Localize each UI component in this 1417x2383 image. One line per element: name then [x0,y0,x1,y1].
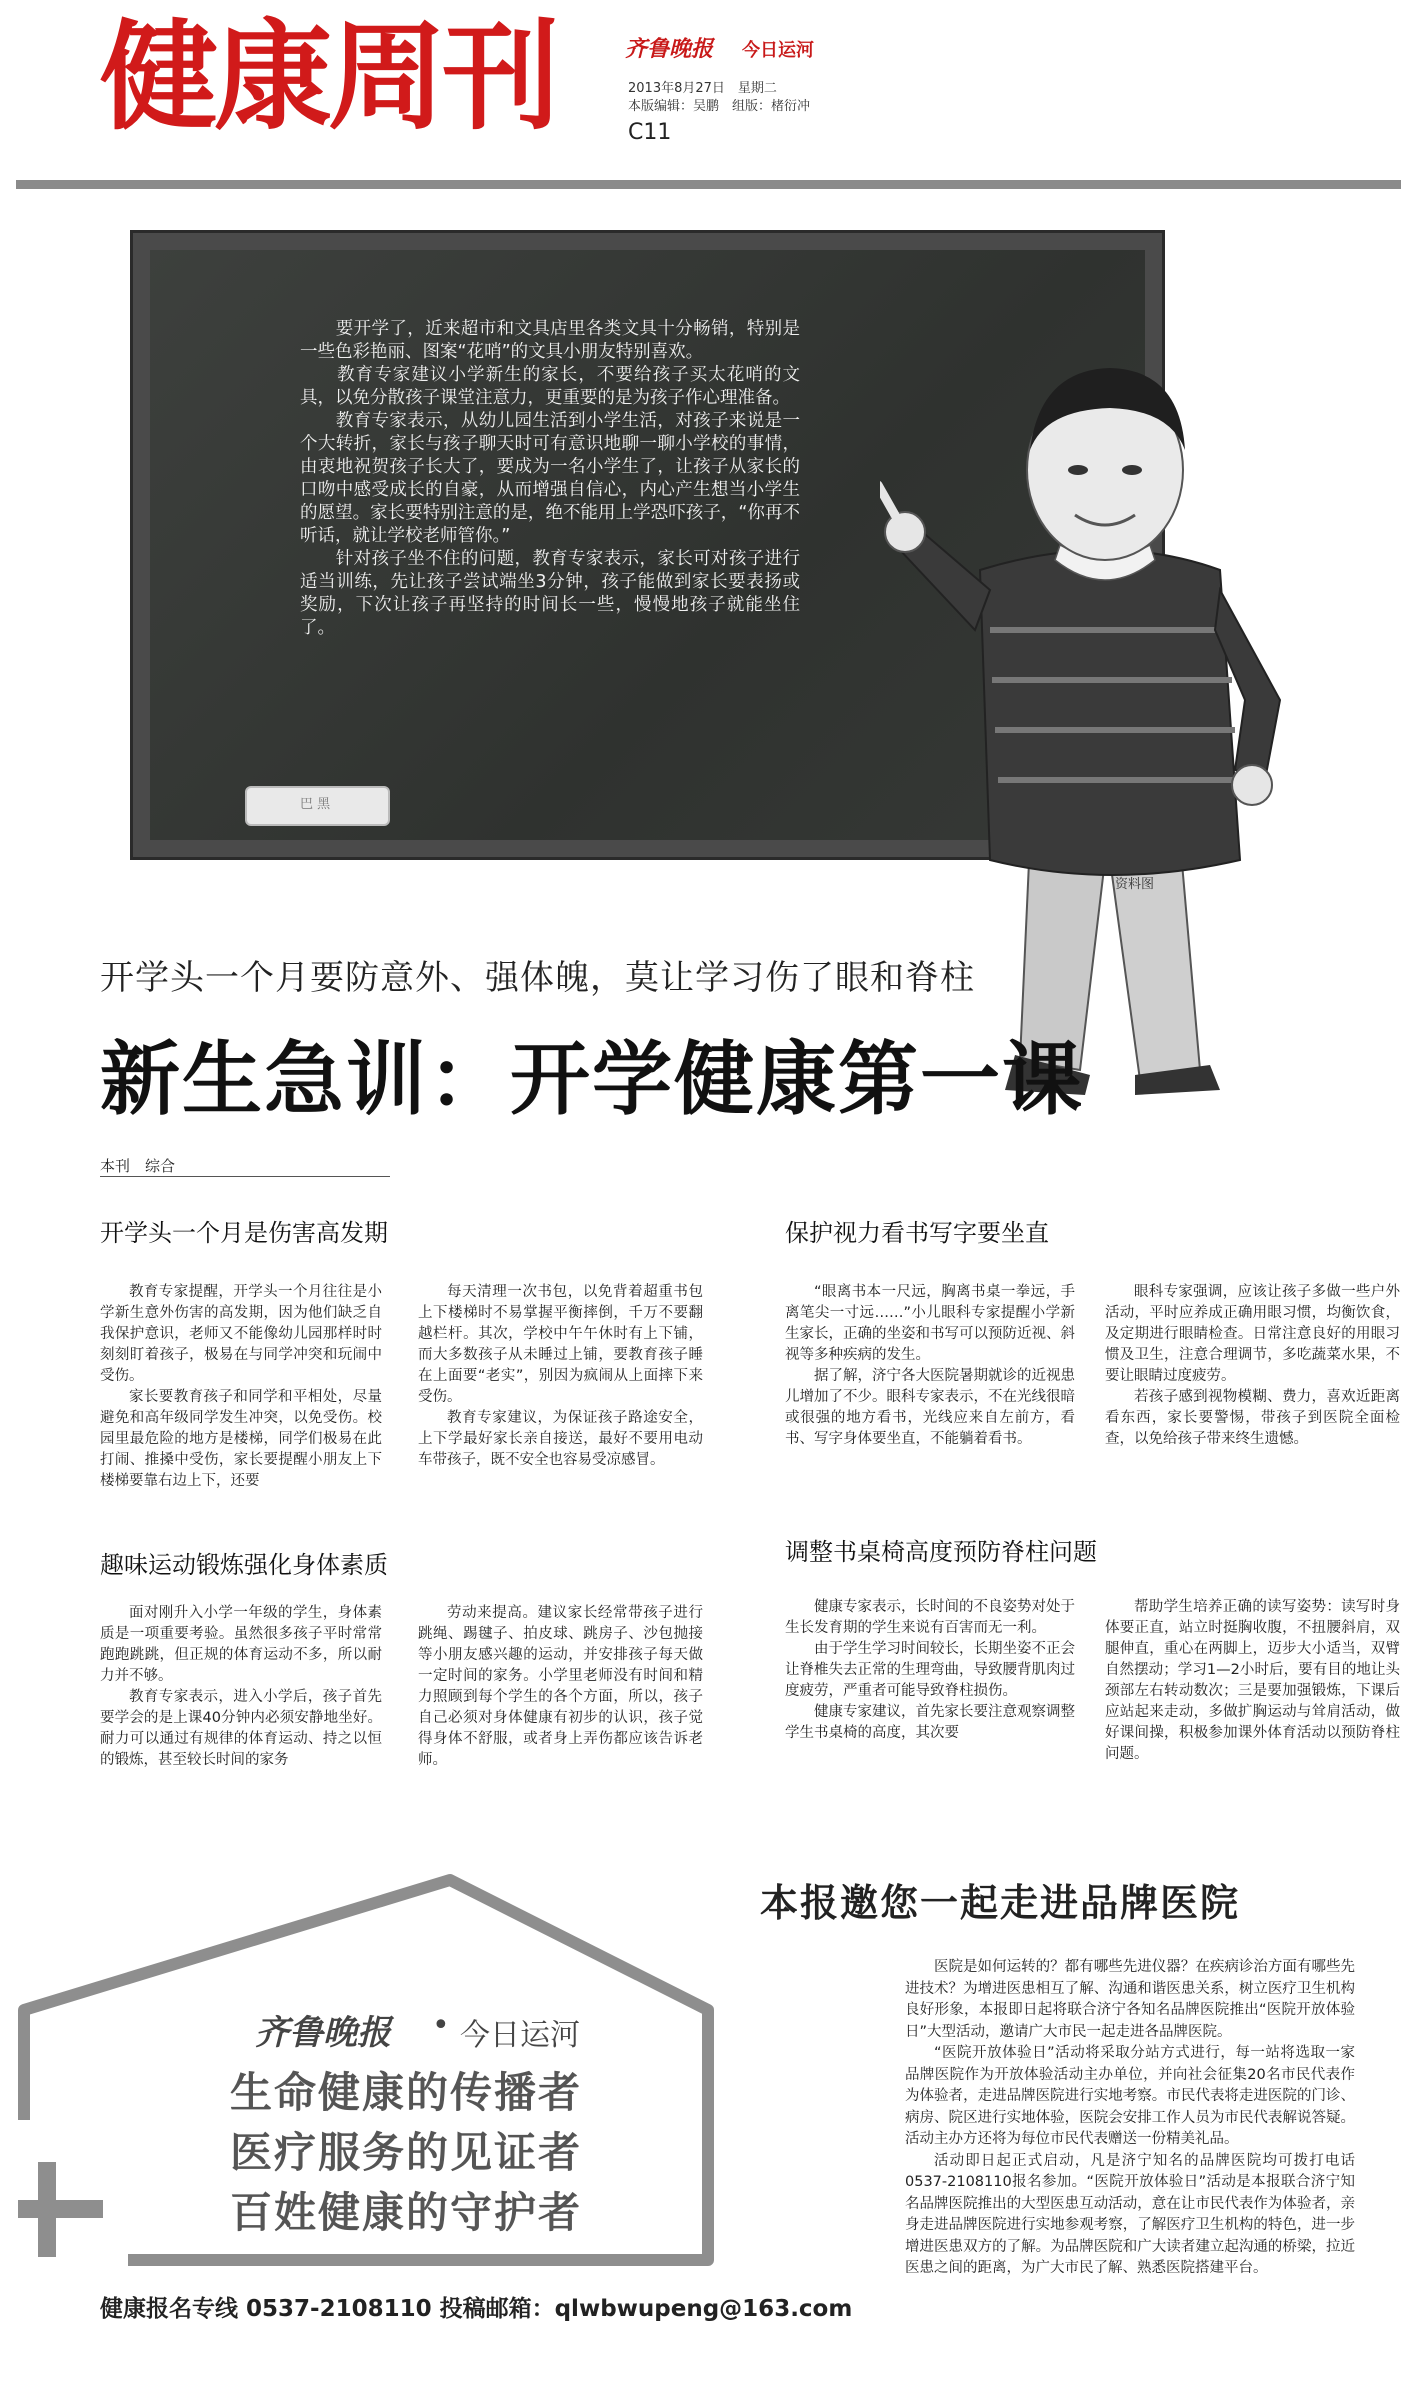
paragraph: 活动即日起正式启动，凡是济宁知名的品牌医院均可拨打电话0537-2108110报名参加。“医院开放体验日”活动是本报联合济宁知名品牌医院推出的大型医患互动活动，意在让市民代表作为体验者，亲身走进品牌医院进行实地参观考察，了解医疗卫生机构的特色，进一步增进医患双方的了解。为品牌医院和广大读者建立起沟通的桥梁，拉近医患之间的距离，为广大市民了解、熟悉医院搭建平台。 [905,2152,1355,2276]
paragraph: 劳动来提高。建议家长经常带孩子进行跳绳、踢毽子、拍皮球、跳房子、沙包抛接等小朋友感兴趣的运动，并安排孩子每天做一定时间的家务。小学里老师没有时间和精力照顾到每个学生的各个方面，所以，孩子自己必须对身体健康有初步的认识，孩子觉得身体不舒服，或者身上弄伤都应该告诉老师。 [418,1605,703,1768]
house-ad-paper-name: 齐鲁晚报 [255,2013,391,2053]
section-title: 健康周刊 [100,7,557,146]
invite-heading: 本报邀您一起走进品牌医院 [760,1881,1241,1925]
section-injury-col2 [418,1282,703,1471]
paragraph: 由于学生学习时间较长，长期坐姿不正会让脊椎失去正常的生理弯曲，导致腰背肌肉过度疲劳，严重者可能导致脊柱损伤。 [785,1641,1075,1699]
photo-credit: 资料图 [1115,877,1155,892]
section-vision-col1 [785,1282,1075,1450]
section-heading-spine: 调整书桌椅高度预防脊柱问题 [785,1538,1097,1566]
section-heading-vision: 保护视力看书写字要坐直 [785,1219,1049,1247]
section-exercise-col2 [418,1603,703,1771]
date-line: 2013年8月27日 星期二 [628,81,777,96]
paragraph: 帮助学生培养正确的读写姿势：读写时身体要正直，站立时挺胸收腹，不扭腰斜肩，双腿伸直，重心在两脚上，迈步大小适当，双臂自然摆动；学习1—2小时后，要有目的地让头颈部左右转动数次；三是要加强锻炼，下课后应站起来走动，多做扩胸运动与耸肩活动，做好课间操，积极参加课外体育活动以预防脊柱问题。 [1105,1599,1400,1762]
byline-rule [100,1176,390,1177]
paragraph: 家长要教育孩子和同学和平相处，尽量避免和高年级同学发生冲突，以免受伤。校园里最危险的地方是楼梯，同学们极易在此打闹、推搡中受伤，家长要提醒小朋友上下楼梯要靠右边上下，还要 [100,1389,382,1489]
paragraph: 眼科专家强调，应该让孩子多做一些户外活动，平时应养成正确用眼习惯，均衡饮食，及定期进行眼睛检查。日常注意良好的用眼习惯及卫生，注意合理调节，多吃蔬菜水果，不要让眼睛过度疲劳。 [1105,1284,1400,1384]
paragraph: 若孩子感到视物模糊、费力，喜欢近距离看东西，家长要警惕，带孩子到医院全面检查，以免给孩子带来终生遗憾。 [1105,1389,1400,1447]
page-number: C11 [628,120,672,145]
section-heading-injury: 开学头一个月是伤害高发期 [100,1219,388,1247]
paragraph: 教育专家表示，进入小学后，孩子首先要学会的是上课40分钟内必须安静地坐好。耐力可以通过有规律的体育运动、持之以恒的锻炼，甚至较长时间的家务 [100,1689,382,1768]
house-ad-section: 今日运河 [460,2018,580,2053]
newspaper-name: 齐鲁晚报 [625,36,714,62]
eraser-label: 巴 黑 [300,797,331,812]
editor-line: 本版编辑：吴鹏 组版：楮衍冲 [628,99,811,114]
section-heading-exercise: 趣味运动锻炼强化身体素质 [100,1551,388,1579]
section-exercise-col1 [100,1603,382,1771]
slogan-3: 百姓健康的守护者 [230,2188,583,2237]
slogan-1: 生命健康的传播者 [230,2068,583,2117]
newspaper-section: 今日运河 [742,40,814,61]
section-spine-col2 [1105,1597,1400,1765]
paragraph: 教育专家建议，为保证孩子路途安全，上下学最好家长亲自接送，最好不要用电动车带孩子，既不安全也容易受凉感冒。 [418,1410,703,1468]
section-vision-col2 [1105,1282,1400,1450]
paragraph: “医院开放体验日”活动将采取分站方式进行，每一站将选取一家品牌医院作为开放体验活动主办单位，并向社会征集20名市民代表作为体验者，走进品牌医院进行实地考察。市民代表将走进医院的门诊、病房、院区进行实地体验，医院会安排工作人员为市民代表解说答疑。活动主办方还将为每位市民代表赠送一份精美礼品。 [905,2045,1355,2147]
hotline-line: 健康报名专线 0537-2108110 投稿邮箱：qlwbwupeng@163.com [100,2296,853,2322]
masthead-rule [16,180,1401,189]
paragraph: 面对刚升入小学一年级的学生，身体素质是一项重要考验。虽然很多孩子平时常常跑跑跳跳，但正规的体育运动不多，所以耐力并不够。 [100,1605,382,1684]
paragraph: 每天清理一次书包，以免背着超重书包上下楼梯时不易掌握平衡摔倒，千万不要翻越栏杆。其次，学校中午午休时有上下铺，而大多数孩子从未睡过上铺，要教育孩子睡在上面要“老实”，别因为疯闹从上面摔下来受伤。 [418,1284,703,1405]
byline: 本刊 综合 [100,1157,176,1175]
masthead-info [628,80,810,116]
slogan-2: 医疗服务的见证者 [230,2128,583,2177]
chalkboard-text: 要开学了，近来超市和文具店里各类文具十分畅销，特别是一些色彩艳丽、图案“花哨”的文具小朋友特别喜欢。 教育专家建议小学新生的家长，不要给孩子买太花哨的文具，以免分散孩子课堂注意力，更重要的是为孩子作心理准备。 教育专家表示，从幼儿园生活到小学生活，对孩子来说是一个大转折，家长与孩子聊天时可有意识地聊一聊小学校的事情，由衷地祝贺孩子长大了，要成为一名小学生了，让孩子从家长的口吻中感受成长的自豪，从而增强自信心，内心产生想当小学生的愿望。家长要特别注意的是，绝不能用上学恐吓孩子，“你再不听话，就让学校老师管你。” 针对孩子坐不住的问题，教育专家表示，家长可对孩子进行适当训练，先让孩子尝试端坐3分钟，孩子能做到家长要表扬或奖励，下次让孩子再坚持的时间长一些，慢慢地孩子就能坐住了。 [300,319,800,638]
paragraph: “眼离书本一尺远，胸离书桌一拳远，手离笔尖一寸远……”小儿眼科专家提醒小学新生家长，正确的坐姿和书写可以预防近视、斜视等多种疾病的发生。 [785,1284,1075,1363]
paragraph: 据了解，济宁各大医院暑期就诊的近视患儿增加了不少。眼科专家表示，不在光线很暗或很强的地方看书，光线应来自左前方，看书、写字身体要坐直，不能躺着看书。 [785,1368,1075,1447]
house-ad-dot: • [432,2008,450,2043]
paragraph: 健康专家建议，首先家长要注意观察调整学生书桌椅的高度，其次要 [785,1704,1075,1741]
section-spine-col1 [785,1597,1075,1744]
paragraph: 健康专家表示，长时间的不良姿势对处于生长发育期的学生来说有百害而无一利。 [785,1599,1075,1636]
invite-body [905,1957,1355,2280]
paragraph: 医院是如何运转的？都有哪些先进仪器？在疾病诊治方面有哪些先进技术？为增进医患相互了解、沟通和谐医患关系，树立医疗卫生机构良好形象，本报即日起将联合济宁各知名品牌医院推出“医院开放体验日”大型活动，邀请广大市民一起走进各品牌医院。 [905,1959,1355,2040]
subheadline: 开学头一个月要防意外、强体魄，莫让学习伤了眼和脊柱 [100,958,975,998]
section-injury-col1 [100,1282,382,1492]
main-headline: 新生急训：开学健康第一课 [100,1033,1084,1126]
paragraph: 教育专家提醒，开学头一个月往往是小学新生意外伤害的高发期，因为他们缺乏自我保护意识，老师又不能像幼儿园那样时时刻刻盯着孩子，极易在与同学冲突和玩闹中受伤。 [100,1284,382,1384]
